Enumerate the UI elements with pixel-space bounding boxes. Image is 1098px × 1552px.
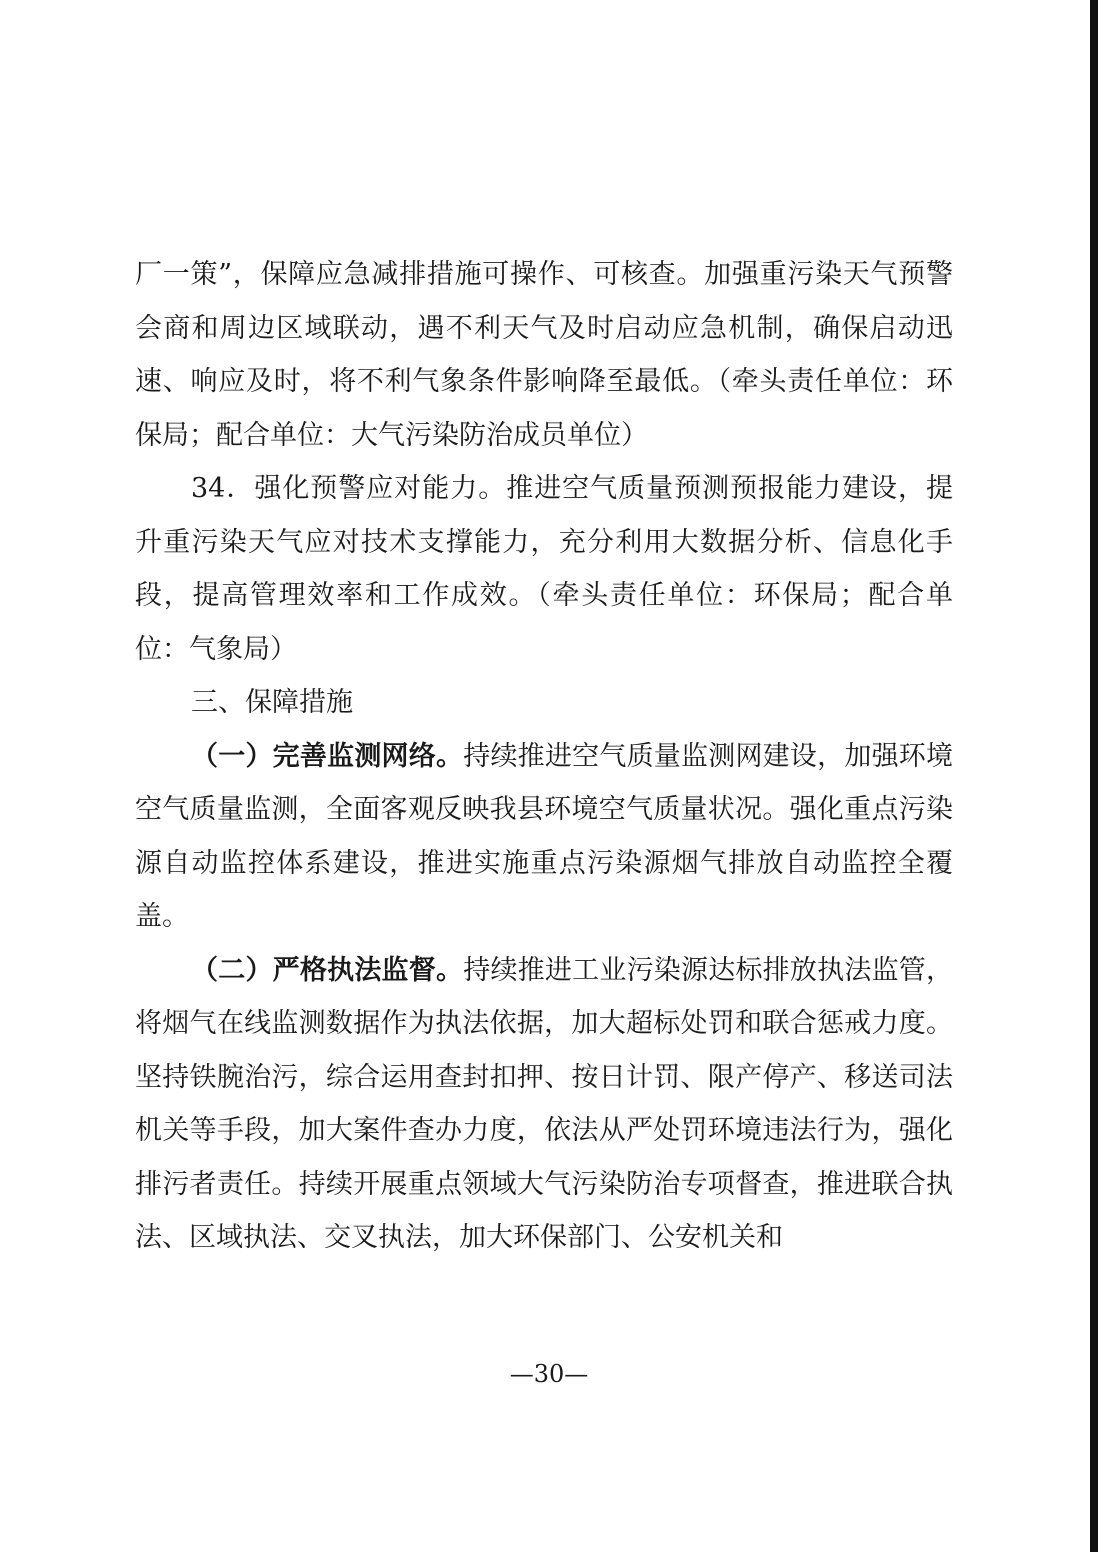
document-body [135, 248, 953, 1265]
section-heading: 三、保障措施 [191, 687, 353, 718]
paragraph-item-34: 34．强化预警应对能力。推进空气质量预测预报能力建设，提升重污染天气应对技术支撑能力，充分利用大数据分析、信息化手段，提高管理效率和工作成效。（牵头责任单位：环保局；配合单位：气象局） [135, 473, 953, 665]
item-title-enforcement: （二）严格执法监督。 [191, 954, 464, 986]
paragraph-continuation: 厂一策”，保障应急减排措施可操作、可核查。加强重污染天气预警会商和周边区域联动，遇不利天气及时启动应急机制，确保启动迅速、响应及时，将不利气象条件影响降至最低。（牵头责任单位：环保局；配合单位：大气污染防治成员单位） [135, 259, 953, 451]
item-title-monitoring: （一）完善监测网络。 [191, 740, 464, 772]
item-body-enforcement: 持续推进工业污染源达标排放执法监管，将烟气在线监测数据作为执法依据，加大超标处罚和联合惩戒力度。坚持铁腕治污，综合运用查封扣押、按日计罚、限产停产、移送司法机关等手段，加大案件查办力度，依法从严处罚环境违法行为，强化排污者责任。持续开展重点领域大气污染防治专项督查，推进联合执法、区域执法、交叉执法，加大环保部门、公安机关和 [135, 954, 954, 1253]
page-number: —30— [509, 1360, 589, 1388]
item-body-monitoring: 持续推进空气质量监测网建设，加强环境空气质量监测，全面客观反映我县环境空气质量状况。强化重点污染源自动监控体系建设，推进实施重点污染源烟气排放自动监控全覆盖。 [135, 740, 954, 932]
scan-edge-border [1090, 0, 1098, 1552]
paragraph-law-enforcement [135, 944, 953, 1265]
paragraph-monitoring-network [135, 730, 953, 944]
